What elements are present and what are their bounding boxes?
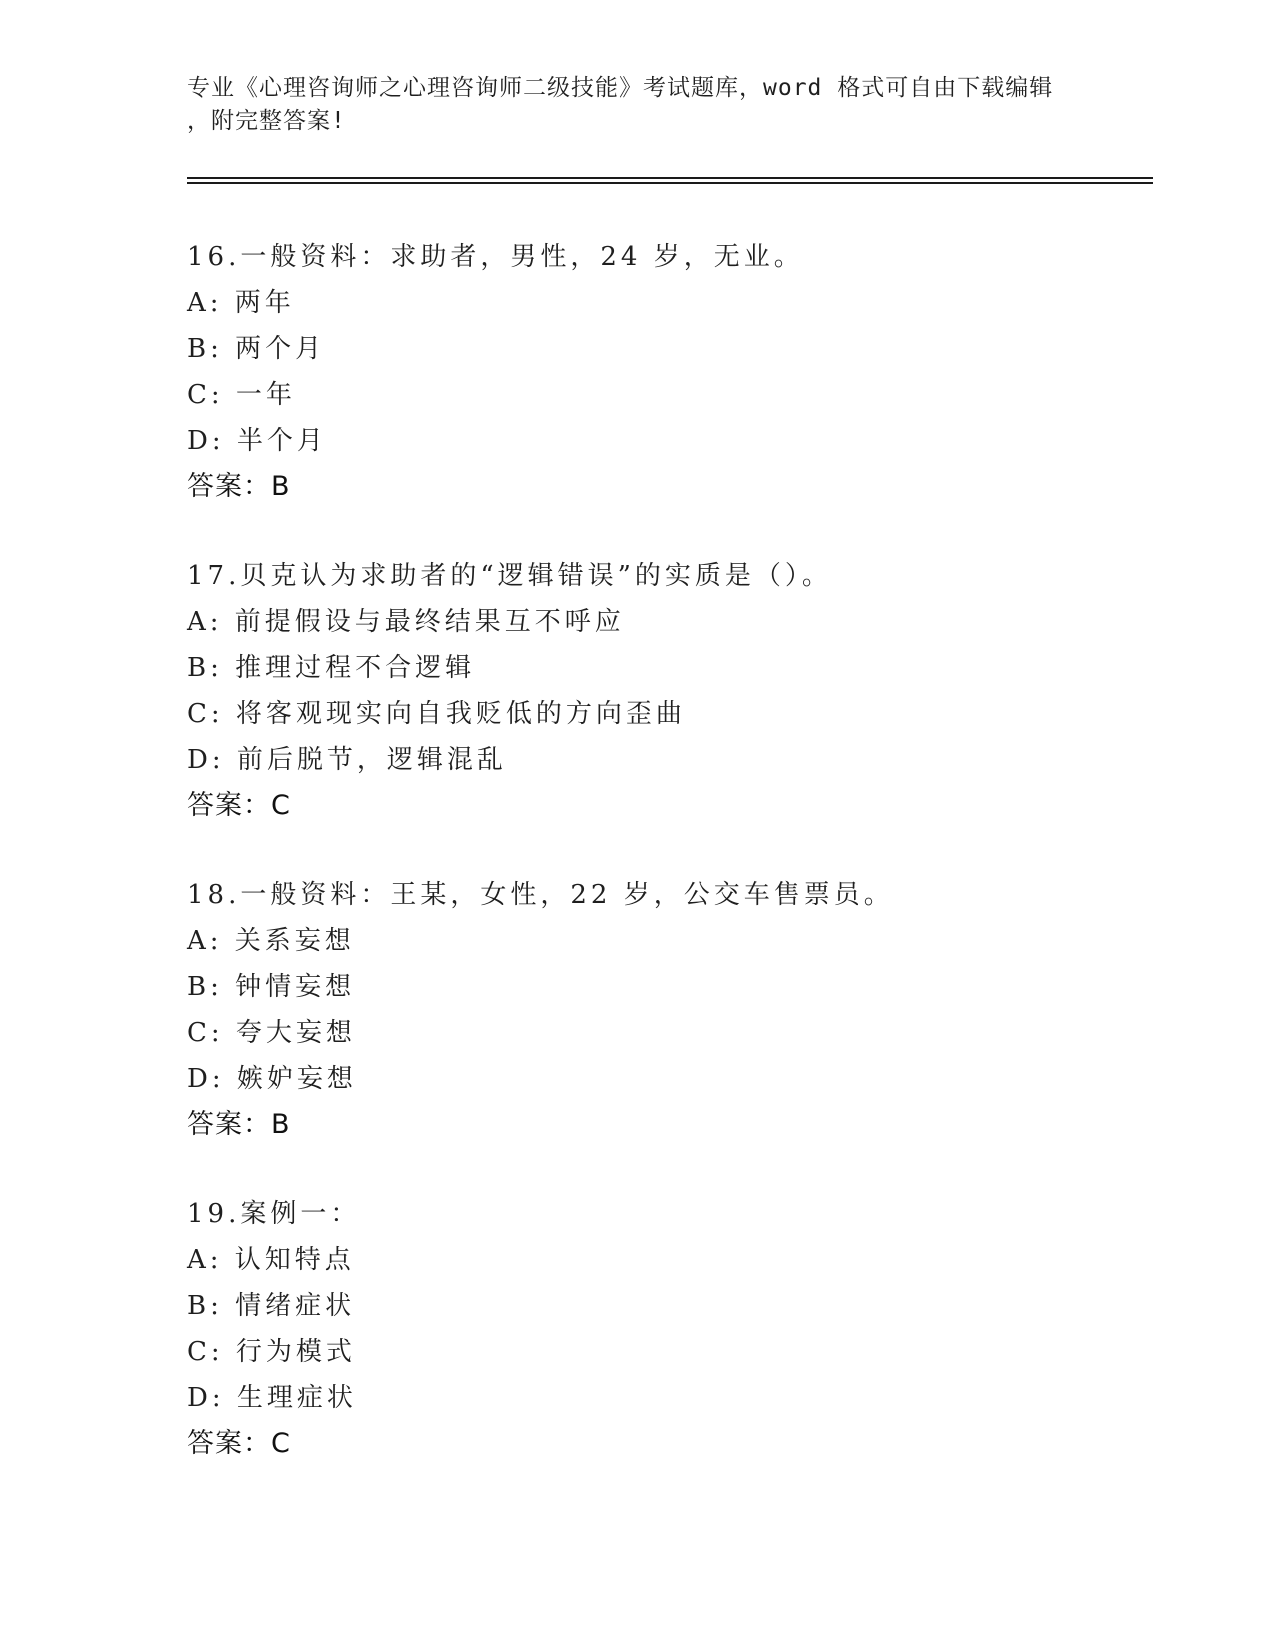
header-divider-bottom: [187, 182, 1153, 184]
option-b: B: 两个月: [187, 334, 326, 364]
option-a: A: 关系妄想: [187, 926, 355, 956]
question-stem: 17.贝克认为求助者的“逻辑错误”的实质是（）。: [187, 561, 832, 591]
option-b: B: 推理过程不合逻辑: [187, 653, 476, 683]
option-b: B: 情绪症状: [187, 1291, 356, 1321]
question-17: [187, 553, 1147, 829]
answer-line: 答案：C: [187, 790, 291, 821]
option-a: A: 两年: [187, 288, 295, 318]
answer-line: 答案：B: [187, 471, 291, 502]
option-d: D: 半个月: [187, 426, 327, 456]
question-stem: 19.案例一：: [187, 1199, 361, 1229]
option-c: C: 行为模式: [187, 1337, 356, 1367]
option-c: C: 夸大妄想: [187, 1018, 356, 1048]
option-c: C: 一年: [187, 380, 296, 410]
question-stem: 18.一般资料：王某，女性，22 岁，公交车售票员。: [187, 880, 894, 910]
option-d: D: 嫉妒妄想: [187, 1064, 357, 1094]
header-line-2: ，附完整答案!: [187, 108, 346, 134]
question-16: [187, 234, 1147, 510]
option-d: D: 生理症状: [187, 1383, 357, 1413]
option-b: B: 钟情妄想: [187, 972, 356, 1002]
option-d: D: 前后脱节，逻辑混乱: [187, 745, 507, 775]
answer-line: 答案：C: [187, 1428, 291, 1459]
header-line-1: 专业《心理咨询师之心理咨询师二级技能》考试题库，word 格式可自由下载编辑: [187, 75, 1054, 101]
answer-line: 答案：B: [187, 1109, 291, 1140]
option-a: A: 认知特点: [187, 1245, 355, 1275]
question-19: [187, 1191, 1147, 1467]
header-divider-top: [187, 177, 1153, 179]
question-stem: 16.一般资料：求助者，男性，24 岁，无业。: [187, 242, 804, 272]
document-header: [187, 72, 1067, 138]
question-18: [187, 872, 1147, 1148]
option-c: C: 将客观现实向自我贬低的方向歪曲: [187, 699, 686, 729]
option-a: A: 前提假设与最终结果互不呼应: [187, 607, 625, 637]
